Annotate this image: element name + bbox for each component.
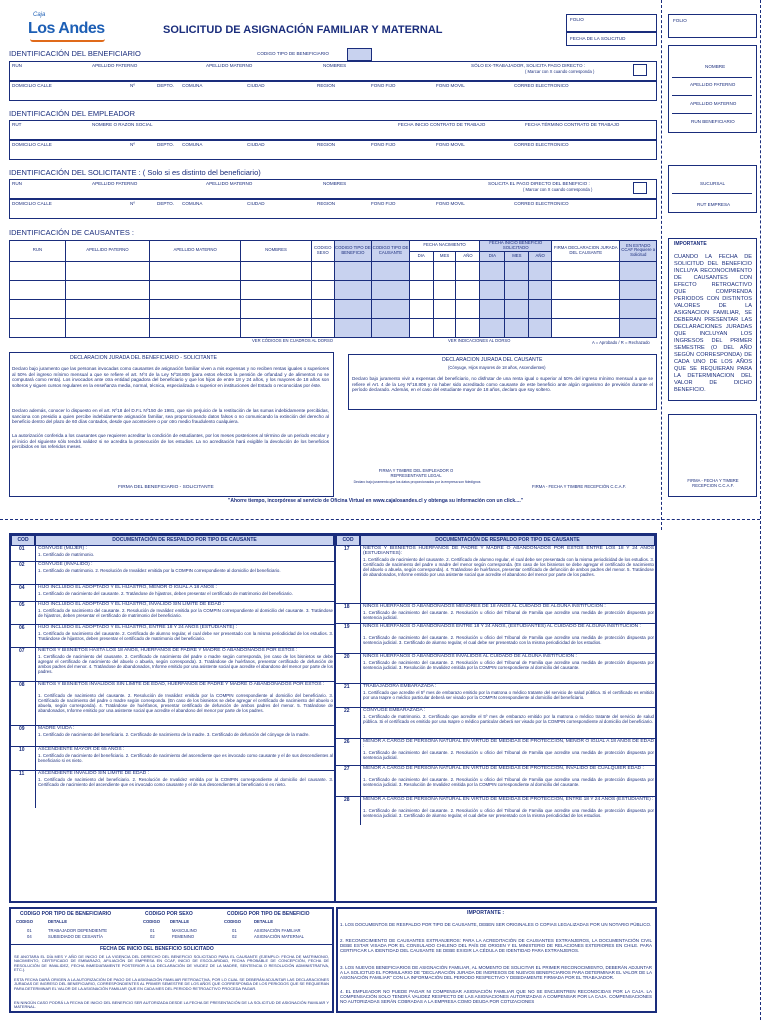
codes-codigo-1: CODIGO — [16, 919, 33, 924]
doc-code: 17 — [344, 546, 350, 552]
cut-line-horizontal — [0, 519, 760, 520]
codigo-tipo-label: CODIGO TIPO DE BENEFICIARIO — [257, 51, 329, 56]
codes-h1: CODIGO POR TIPO DE BENEFICIARIO — [20, 911, 112, 917]
folio-label: FOLIO — [570, 17, 584, 22]
doc-code: 21 — [344, 684, 350, 690]
ben-comuna-label: COMUNA — [182, 83, 203, 88]
stub-importante-text: CUANDO LA FECHA DE SOLICITUD DEL BENEFICIO INCLUYA RECONOCIMIENTO DE CAUSANTES CON EFECTO RETROACTIVO QUE COMPRENDA PERIODOS CON DISTINTOS VALORES DE LA ASIGNACION FAMILIAR, SE DEBERAN PRESENTAR LAS DECLARACIONES JURADAS QUE INCLUYAN LOS INGRESOS DEL PRIMER SEMESTRE (O DEL AÑO SEGÚN CORRESPONDA) DE CADA UNO DE LOS AÑOS QUE SE REQUIERAN PARA LA DETERMINACION DEL VALOR DE DICHO BENEFICIO. — [674, 254, 752, 393]
doc-code: 07 — [19, 648, 25, 654]
stub-line — [672, 113, 752, 114]
col-firma-causante: FIRMA DECLARACION JURADA DEL CAUSANTE — [552, 241, 620, 262]
emp-region-label: REGION — [317, 142, 336, 147]
stub-apellido-paterno-label: APELLIDO PATERNO — [690, 82, 736, 87]
doc-detail: 1. Certificado de nacimiento del causante. 2. Resolución u oficio del Tribunal de Familia que acredite una medida de protección dispuesta por sentencia judicial. 3. Resolución de Invalidez emitida por la COMPIN correspondiente al domicilio del causante. — [363, 659, 654, 670]
doc-code-divider — [360, 707, 361, 738]
doc-code: 26 — [344, 739, 350, 745]
fecha-inicio-p1: SE ANOTARA EL DÍA MES Y AÑO DE INICIO DE LA VIGENCIA DEL DERECHO DEL BENEFICIO SOLICITADO PARA EL CAUSANTE (EJEMPLO: FECHA DE MATRIMONIO, NACIMIENTO, CERTIFICADO DE EMBARAZO, AFILIACIÓN DE EMPRESA EN CCAF, INICIO DE ESCOLARIDAD, FECHA PROBABLE DE CONCEPCIÓN, FECHA DE RESOLUCIÓN DE INVALIDEZ, FECHA INMEDIATAMENTE POSTERIOR A LA DECLARACIÓN DE VIUDEZ DE LA MADRE, SENTENCIA O RESOLUCIÓN ADMINISTRATIVA, ETC.). — [14, 954, 329, 973]
doc-title: NIÑOS HUERFANOS O ABANDONADOS MENORES DE 18 AÑOS AL CUIDADO DE ALGUNA INSTITUCION : — [363, 604, 606, 609]
col-codigo-causante: CODIGO TIPO DE CAUSANTE — [372, 241, 410, 262]
doc-code-divider — [35, 725, 36, 746]
code-value: 01 — [27, 928, 32, 933]
sol-ciudad-label: CIUDAD — [247, 201, 265, 206]
firma-empleador-label: FIRMA Y TIMBRE DEL EMPLEADOR O REPRESENTANTE LEGAL — [378, 468, 454, 478]
doc-title: HIJO INCLUIDO EL ADOPTADO Y EL HIJASTRO, INVALIDO SIN LIMITE DE EDAD : — [38, 602, 224, 607]
stub-folio-field[interactable] — [668, 14, 757, 38]
note-indicaciones: VER INDICACIONES AL DORSO — [448, 338, 511, 343]
importante-title: IMPORTANTE : — [467, 910, 505, 916]
code-detail: FEMENINO — [172, 934, 195, 939]
emp-domicilio-label: DOMICILIO CALLE — [12, 142, 52, 147]
left-cod-header: COD — [11, 535, 35, 546]
doc-code: 09 — [19, 726, 25, 732]
ben-domicilio-label: DOMICILIO CALLE — [12, 83, 52, 88]
fecha-inicio-p3: EN NINGÚN CASO PODRÁ LA FECHA DE INICIO DEL BENEFICIO SER AUTORIZADA DESDE LA FECHA DE PRESENTACIÓN DE LA SOLICITUD DE ASIGNACIÓN FAMILIAR Y MATERNAL. — [14, 1000, 329, 1010]
stub-folio-label: FOLIO — [673, 18, 687, 23]
note-aprobado: A = Aprobado / R = Rechazado — [592, 340, 650, 345]
col-fecha-inicio: FECHA INICIO BENEFICIO SOLICITADO — [480, 241, 552, 252]
ben-ap-paterno-label: APELLIDO PATERNO — [92, 63, 138, 68]
doc-detail: 1. Certificado de nacimiento del causante. 2. Resolución u oficio del Tribunal de Familia que acredite una medida de protección dispuesta por sentencia judicial. 3. Certificado de alumno regular, el cual debe ser presentado con la misma periodicidad de los estudios. — [363, 635, 654, 646]
doc-detail: 1. Certificado de matrimonio. 2. Resolución de Invalidez emitida por la COMPIN correspondiente al domicilio del beneficiario. — [38, 567, 281, 573]
code-detail: ASIGNACIÓN FAMILIAR — [254, 928, 301, 933]
doc-code-divider — [360, 738, 361, 765]
stub-firma-label: FIRMA - FECHA Y TIMBRE RECEPCION C.C.A.F. — [687, 478, 739, 488]
causante-row[interactable] — [10, 318, 657, 337]
causantes-title: IDENTIFICACIÓN DE CAUSANTES : — [9, 228, 135, 237]
col-ap-paterno: APELLIDO PATERNO — [65, 241, 149, 262]
doc-detail: 1. Certificado de nacimiento del causante. 2. Resolución de Invalidez emitida por la COMPIN correspondiente al domicilio del causante. 3. Tratándose de hijastros, deben presentar el certificado de matrimonio del beneficiario. — [38, 607, 333, 618]
code-detail: ASIGNACIÓN MATERNAL — [254, 934, 304, 939]
doc-code: 02 — [19, 562, 25, 568]
doc-title: HIJO INCLUIDO EL ADOPTADO Y EL HIJASTRO, ENTRE 18 Y 24 AÑOS (ESTUDIANTE) : — [38, 625, 237, 630]
doc-title: MADRE VIUDA : — [38, 726, 75, 731]
doc-code-divider — [360, 545, 361, 603]
doc-code: 05 — [19, 602, 25, 608]
doc-code-divider — [35, 746, 36, 770]
note-codigos: VER CÓDIGOS EN CUADROS AL DORSO — [252, 338, 334, 343]
ben-depto-label: DEPTO. — [157, 83, 175, 88]
stub-rut-empresa-label: RUT EMPRESA — [697, 202, 731, 207]
doc-title: NIÑOS HUERFANOS O ABANDONADOS INVALIDOS AL CUIDADO DE ALGUNA INSTITUCION : — [363, 654, 577, 659]
ben-correo-label: CORREO ELECTRONICO — [514, 83, 569, 88]
code-value: 04 — [27, 934, 32, 939]
doc-title: NIÑOS HUERFANOS O ABANDONADOS ENTRE 18 Y 24 AÑOS, (ESTUDIANTES) AL CUIDADO DE ALGUNA INSTITUCION : — [363, 624, 641, 629]
doc-title: NIETOS Y BISNIETOS HASTA LOS 18 AÑOS, HUERFANOS DE PADRE Y MADRE O ABANDONADOS POR ESTOS : — [38, 648, 298, 653]
code-detail: TRABAJADOR DEPENDIENTE — [48, 928, 108, 933]
emp-comuna-label: COMUNA — [182, 142, 203, 147]
ben-fono-movil-label: FONO MOVIL — [436, 83, 465, 88]
col-fecha-nacimiento: FECHA NACIMIENTO — [409, 241, 480, 252]
sol-comuna-label: COMUNA — [182, 201, 203, 206]
doc-detail: 1. Certificado de nacimiento del beneficiario. 2. Certificado de nacimiento del ascendiente que es invocado como causante y el de sus descendientes al beneficiario si es nieto. — [38, 752, 333, 763]
codes-detalle-2: DETALLE — [170, 919, 189, 924]
codes-codigo-3: CODIGO — [224, 919, 241, 924]
doc-code-divider — [360, 765, 361, 796]
sol-pago-checkbox[interactable] — [633, 182, 647, 194]
doc-code-divider — [35, 681, 36, 725]
doc-detail: 1. Certificado de matrimonio. 2. Certificado que acredite el 5º mes de embarazo emitido por la matrona o médico tratante del servicio de salud pública. Si el certificado es emitido por una Isapre o médico particular deberá ser visado por la COMPIN correspondiente al domicilio del beneficiario. — [363, 713, 654, 724]
sub-ano: AÑO — [456, 251, 480, 261]
doc-title: NIETOS Y BISNIETOS INVALIDOS SIN LIMITE DE EDAD, HUERFANOS DE PADRE Y MADRE O ABANDONADOS POR ESTOS : — [38, 682, 325, 687]
doc-code: 01 — [19, 546, 25, 552]
emp-razon-label: NOMBRE O RAZON SOCIAL — [92, 122, 153, 127]
doc-code-divider — [35, 561, 36, 584]
emp-ciudad-label: CIUDAD — [247, 142, 265, 147]
doc-code: 20 — [344, 654, 350, 660]
stub-line — [672, 193, 752, 194]
sol-domicilio-label: DOMICILIO CALLE — [12, 201, 52, 206]
emp-inicio-label: FECHA INICIO CONTRATO DE TRABAJO — [398, 122, 486, 127]
causante-row[interactable] — [10, 280, 657, 299]
emp-fono-movil-label: FONO MOVIL — [436, 142, 465, 147]
doc-title: MENOR A CARGO DE PERSONA NATURAL EN VIRTUD DE MEDIDAS DE PROTECCION, ENTRE 18 Y 24 AÑOS (ESTUDIANTE) : — [363, 797, 654, 802]
doc-title: MENOR A CARGO DE PERSONA NATURAL EN VIRTUD DE MEDIDAS DE PROTECCION, MENOR O IGUAL A 18 AÑOS DE EDAD : — [363, 739, 654, 750]
doc-code-divider — [360, 683, 361, 707]
doc-code: 10 — [19, 747, 25, 753]
doc-code-divider — [35, 770, 36, 808]
codes-detalle-1: DETALLE — [48, 919, 67, 924]
logo-caja-text: Caja — [33, 12, 46, 18]
logo-swoosh-icon — [30, 39, 105, 42]
sol-ap-paterno-label: APELLIDO PATERNO — [92, 181, 138, 186]
decl-causante-title: DECLARACION JURADA DEL CAUSANTE — [442, 357, 543, 363]
sub-mes: MES — [505, 251, 529, 261]
importante-item-2: 2. RECONOCIMIENTO DE CAUSANTES EXTRANJEROS: PARA LA ACREDITACIÓN DE CAUSANTES EXTRANJEROS, LA DOCUMENTACIÓN CIVIL DEBE ESTAR VISADA POR EL CONSULADO CHILENO DEL PAÍS DE ORIGEN Y EL MINISTERIO DE RELACIONES EXTERIORES EN CHILE. PARA CERTIFICAR LA IDENTIDAD DEL CAUSANTE SE DEBE EXIGIR LA CÉDULA DE IDENTIDAD PARA EXTRANJEROS. — [340, 938, 652, 954]
codes-codigo-2: CODIGO — [143, 919, 160, 924]
col-nombres: NOMBRES — [241, 241, 312, 262]
decl-beneficiario-title: DECLARACION JURADA DEL BENEFICIARIO - SOLICITANTE — [70, 355, 218, 361]
codes-divider — [9, 944, 334, 945]
doc-code-divider — [360, 623, 361, 653]
firma-caja-label: FIRMA - FECHA Y TIMBRE RECEPCIÓN C.C.A.F. — [532, 484, 627, 489]
stub-line — [672, 77, 752, 78]
sol-region-label: REGION — [317, 201, 336, 206]
decl-causante-sub: (Cónyuge, Hijos mayores de 18 años, Ascendientes) — [448, 365, 546, 370]
footer-promo: "Ahorre tiempo, incorpórese al servicio de Oficina Virtual en www.cajalosandes.cl y obtenga su información con un click...." — [228, 498, 524, 504]
doc-code: 27 — [344, 766, 350, 772]
sol-ap-materno-label: APELLIDO MATERNO — [206, 181, 253, 186]
sol-depto-label: DEPTO. — [157, 201, 175, 206]
doc-code-divider — [35, 624, 36, 647]
fecha-solicitud-label: FECHA DE LA SOLICITUD — [570, 36, 626, 41]
sub-mes: MES — [433, 251, 456, 261]
doc-code: 19 — [344, 624, 350, 630]
stub-apellido-materno-label: APELLIDO MATERNO — [690, 101, 737, 106]
emp-no-label: Nº — [130, 142, 135, 147]
doc-code: 11 — [19, 771, 25, 777]
codes-h2: CODIGO POR SEXO — [145, 911, 193, 917]
doc-detail: 1. Certificado de nacimiento del causante. 2. Certificado de alumno regular, el cual debe ser presentado con la misma periodicidad de los estudios. 3. Certificado de nacimiento del padre o madre del menor según corresponda. (En caso de los bisnietos se debe agregar el certificado de nacimiento del abuelo o abuela, según corresponda). 4. Tratándose de huérfanos, presentar certificado de defunción de ambos padres del menor. 5. Tratándose de abandonados, Informe emitido por una asistente social que acredite el abandono del menor por parte de los padres. — [363, 557, 654, 578]
stub-sucursal-label: SUCURSAL — [700, 181, 726, 186]
emp-rut-label: RUT — [12, 122, 22, 127]
logo-brand-text: Los Andes — [28, 20, 105, 37]
solicitante-title: IDENTIFICACIÓN DEL SOLICITANTE : ( Solo si es distinto del beneficiario) — [9, 168, 261, 177]
causante-row[interactable] — [10, 261, 657, 280]
ben-ap-materno-label: APELLIDO MATERNO — [206, 63, 253, 68]
decl-beneficiario-p2: Declaro además, conocer lo dispuesto en el art. Nº18 del D.F.L Nº150 de 1981, que sin perjuicio de la restitución de las sumas indebidamente percibidas, sanciona con presidio a quien percibe indebidamente asignación familiar, sea proporcionando datos falsos o no comunicando la extinción del derecho al beneficio dentro del plazo de 60 días contados, desde que aconteciere o por otro medio fraudulento cualquiera. — [12, 408, 329, 424]
emp-correo-label: CORREO ELECTRONICO — [514, 142, 569, 147]
doc-code: 08 — [19, 682, 25, 688]
sub-dia: DIA — [480, 251, 505, 261]
code-value: 02 — [232, 934, 237, 939]
ben-ciudad-label: CIUDAD — [247, 83, 265, 88]
doc-code: 06 — [19, 625, 25, 631]
ben-marcar-label: ( Marcar con X cuando corresponda ) — [525, 69, 595, 74]
doc-code-divider — [35, 545, 36, 561]
cut-line-vertical — [661, 0, 662, 530]
doc-detail: 1. Certificado de nacimiento del causante. 2. Resolución u oficio del Tribunal de Familia que acredite una medida de protección dispuesta por sentencia judicial. 3. Certificado de alumno regular, el cual debe ser presentado con la misma periodicidad de los estudios. — [363, 808, 654, 819]
doc-code: 18 — [344, 604, 350, 610]
importante-item-3: 3. LOS NUEVOS BENEFICIARIOS DE ASIGNACIÓN FAMILIAR, AL MOMENTO DE SOLICITAR EL PRIMER RECONOCIMIENTO, DEBERÁN ADJUNTAR A LA SOLICITUD EL FORMULARIO DE "DECLARACIÓN JURADA DE INGRESOS DE NUEVOS BENEFICIARIOS PARA DETERMINAR EL VALOR DE LA ASIGNACIÓN FAMILIAR" CON LA INFORMACIÓN DEL PERIODO RESPECTIVO Y DEBIDAMENTE FIRMADA POR EL TRABAJADOR. — [340, 965, 652, 981]
doc-code-divider — [360, 653, 361, 683]
ben-fono-fijo-label: FONO FIJO — [371, 83, 396, 88]
code-detail: SUBSIDIADO DE CESANTÍA — [48, 934, 103, 939]
codes-detalle-3: DETALLE — [254, 919, 273, 924]
ben-pago-checkbox[interactable] — [633, 64, 647, 76]
emp-fono-fijo-label: FONO FIJO — [371, 142, 396, 147]
sol-nombres-label: NOMBRES — [323, 181, 347, 186]
fecha-solicitud-field[interactable] — [566, 32, 657, 46]
doc-title: CONYUGE (INVALIDO) : — [38, 562, 93, 567]
importante-item-4: 4. EL EMPLEADOR NO PUEDE PAGAR NI COMPENSAR ASIGNACIÓN FAMILIAR QUE NO SE ENCUENTREN RECONOCIDAS POR LA CAJA. LA COMPENSACIÓN SOLO TENDRÁ VALIDEZ RESPECTO DE LAS ASIGNACIONES AUTORIZADAS A COMPENSAR POR LA CAJA. COMPENSACIONES NO AUTORIZADAS SERÁN COBRADAS A LA EMPRESA COMO DEUDA POR COTIZACIONES — [340, 989, 652, 1005]
doc-detail: 1. Certificado de nacimiento del causante. 2. Resolución u oficio del Tribunal de Familia que acredite una medida de protección dispuesta por sentencia judicial. — [363, 750, 654, 761]
doc-title: CONYUGE (MUJER) : — [38, 546, 87, 551]
ben-no-label: Nº — [130, 83, 135, 88]
right-cod-header: COD — [336, 535, 360, 546]
doc-title: ASCENDIENTE INVALIDO SIN LIMITE DE EDAD : — [38, 771, 150, 776]
doc-detail: 1. Certificado de nacimiento del causante. 2. Resolución de Invalidez emitida por la COMPIN correspondiente al domicilio del beneficiario. 3. Certificado de nacimiento del padre o madre según corresponda. (En caso de los bisnietos se debe agregar el certificado de nacimiento del abuelo o abuela, según corresponda). 4. Tratándose de huérfanos, presentar certificado de defunción de ambos padres del menor. 5. Tratándose de abandonados, Informe emitido por una asistente social que acredite el abandono del menor por parte de los padres. — [38, 693, 333, 714]
sub-dia: DIA — [409, 251, 433, 261]
stub-rut-label: RUN BENEFICIARIO — [691, 119, 735, 124]
ben-nombres-label: NOMBRES — [323, 63, 347, 68]
sol-marcar-label: ( Marcar con X cuando corresponda ) — [523, 187, 593, 192]
doc-detail: 1. Certificado que acredite el 5º mes de embarazo emitido por la matrona o médico tratante del servicio de salud pública. Si el certificado es emitido por una Isapre o médico particular deberá ser visado por la COMPIN correspondiente al domicilio del beneficiario. — [363, 689, 654, 700]
code-value: 02 — [150, 934, 155, 939]
back-table-divider — [334, 533, 336, 903]
doc-detail: 1. Certificado de nacimiento del causante. 2. Tratándose de hijastros, deben presentar el certificado de matrimonio del beneficiario. — [38, 590, 293, 596]
codigo-tipo-field[interactable] — [347, 48, 372, 61]
fecha-inicio-title: FECHA DE INICIO DEL BENEFICIO SOLICITADO — [100, 946, 214, 952]
doc-code-divider — [35, 647, 36, 681]
doc-code-divider — [360, 603, 361, 623]
importante-item-1: 1. LOS DOCUMENTOS DE RESPALDO POR TIPO DE CAUSANTE, DEBEN SER ORIGINALES O COPIAS LEGALIZADAS POR UN NOTARIO PÚBLICO. — [340, 922, 652, 927]
sol-fono-movil-label: FONO MOVIL — [436, 201, 465, 206]
form-title: SOLICITUD DE ASIGNACIÓN FAMILIAR Y MATERNAL — [163, 24, 443, 36]
beneficiario-title: IDENTIFICACIÓN DEL BENEFICIARIO — [9, 49, 141, 58]
decl-beneficiario-firma: FIRMA DEL BENEFICIARIO - SOLICITANTE — [118, 485, 214, 490]
code-value: 01 — [232, 928, 237, 933]
folio-field[interactable] — [566, 14, 657, 32]
doc-code: 28 — [344, 797, 350, 803]
doc-detail: 1. Certificado de nacimiento del causante. 2. Certificado de nacimiento del padre o madre según corresponda, (en caso de los bisnietos se debe agregar el certificado de nacimiento del abuelo o abuela, según corresponda). 3. Tratándose de huérfanos, presentar certificado de defunción de ambos padres del menor. 4. Tratándose de abandonados, Informe emitido por una asistente social que acredite el abandono del menor por parte de los padres. — [38, 653, 333, 674]
code-value: 01 — [150, 928, 155, 933]
doc-title: TRABAJADORA EMBARAZADA : — [363, 684, 437, 689]
decl-causante-p1: Declaro bajo juramento vivir a expensas del beneficiario, no disfrutar de una renta igual o superior al 50% del ingreso mínimo mensual a que se refiere el Art. 4 de la Ley Nº18.806 y no haber sido acreditado como causante de este beneficio ante algún organismo de previsión durante el período declarado. Además, en el caso del estudiante mayor de 18 años, declaro que soy soltero. — [352, 376, 653, 392]
doc-title: MENOR A CARGO DE PERSONA NATURAL EN VIRTUD DE MEDIDAS DE PROTECCION, INVALIDO DE CUALQUIER EDAD : — [363, 766, 644, 771]
decl-beneficiario-p3: La autorización conferida a los causantes que requieren acreditar la condición de estudiantes, por los meses posteriores al término de un periodo escolar y el inicio del siguiente sólo tendrá validez si se acredita la prosecución de los estudios. La no acreditación hará exigible la devolución de los beneficios percibidos en los referidos meses. — [12, 433, 329, 449]
doc-code-divider — [35, 601, 36, 624]
causante-row[interactable] — [10, 299, 657, 318]
cut-line-right — [760, 0, 761, 1020]
doc-title: NIETOS Y BISNIETOS HUERFANOS DE PADRE Y MADRE O ABANDONADOS POR ESTOS ENTRE LOS 18 Y 24 AÑOS (ESTUDIANTES): — [363, 546, 654, 557]
col-codigo-beneficio: CODIGO TIPO DE BENEFICIO — [334, 241, 372, 262]
doc-code: 04 — [19, 585, 25, 591]
doc-title: ASCENDIENTE MAYOR DE 65 AÑOS : — [38, 747, 125, 752]
stub-line — [672, 95, 752, 96]
sol-correo-label: CORREO ELECTRONICO — [514, 201, 569, 206]
doc-detail: 1. Certificado de nacimiento del beneficiario. 2. Certificado de nacimiento de la madre. 3. Certificado de defunción del cónyuge de la madre. — [38, 731, 310, 737]
doc-detail: 1. Certificado de nacimiento del causante. 2. Resolución u oficio del Tribunal de Familia que acredite una medida de protección dispuesta por sentencia judicial. — [363, 609, 654, 620]
emp-depto-label: DEPTO. — [157, 142, 175, 147]
sub-ano: AÑO — [529, 251, 552, 261]
doc-detail: 1. Certificado de nacimiento del causante. 2. Certificado de alumno regular, el cual debe ser presentado con la misma periodicidad de los estudios. 3. Tratándose de hijastros, deben presentar el certificado de matrimonio del beneficiario. — [38, 630, 333, 641]
sol-pago-label: SOLICITA EL PAGO DIRECTO DEL BENEFICIO : — [488, 181, 590, 186]
doc-detail: 1. Certificado de nacimiento del causante. 2. Resolución u oficio del Tribunal de Familia que acredite una medida de protección dispuesta por sentencia judicial. 3. Resolución de Invalidez emitida por la COMPIN correspondiente al domicilio del causante. — [363, 777, 654, 788]
doc-code: 22 — [344, 708, 350, 714]
firma-empleador-sub: Declaro bajo juramento que los datos proporcionados por la empresa son fidedignos — [353, 480, 481, 484]
ben-region-label: REGION — [317, 83, 336, 88]
doc-detail: 1. Certificado de nacimiento del beneficiario. 2. Resolución de Invalidez emitida por la COMPIN correspondiente al domicilio del causante. 3. Certificado de nacimiento del ascendiente que es invocado como causante y el de sus descendientes al beneficiario si es nieto. — [38, 776, 333, 787]
sol-no-label: Nº — [130, 201, 135, 206]
doc-title: HIJO INCLUIDO EL ADOPTADO Y EL HIJASTRO, MENOR O IGUAL A 18 AÑOS : — [38, 585, 217, 590]
ben-run-label: RUN — [12, 63, 22, 68]
doc-code-divider — [360, 796, 361, 825]
emp-termino-label: FECHA TÉRMINO CONTRATO DE TRABAJO — [525, 122, 620, 127]
sol-run-label: RUN — [12, 181, 22, 186]
col-estado: EN ESTADO CCAF Requiere a Solicitud — [620, 241, 657, 262]
stub-nombre-label: NOMBRE — [705, 64, 726, 69]
fecha-inicio-p2: ESTA FECHA DARÁ ORIGEN A LA AUTORIZACIÓN DE PAGO DE LA ASIGNACIÓN FAMILIAR RETROACTIVA, POR LO CUAL SE DEBERÁN ADJUNTAR LAS DECLARACIONES JURADAS DE INGRESO DEL BENEFICIARIO, CORRESPONDIENTES AL PRIMER SEMESTRE DE LOS AÑOS QUE CORRESPONDA DE LOS PERIODOS QUE SE REQUIERAN PARA DETERMINAR EL VALOR DE LA ASIGNACIÓN FAMILIAR QUE EN CADA MES DEL PERIODO RETROACTIVO PROCEDA PAGAR. — [14, 977, 329, 991]
doc-detail: 1. Certificado de matrimonio. — [38, 551, 95, 557]
col-codigo-sexo: CODIGO SEXO — [311, 241, 334, 262]
sol-fono-fijo-label: FONO FIJO — [371, 201, 396, 206]
empleador-title: IDENTIFICACIÓN DEL EMPLEADOR — [9, 109, 135, 118]
stub-importante-title: IMPORTANTE — [674, 241, 707, 247]
codes-h3: CODIGO POR TIPO DE BENEFICIO — [227, 911, 310, 917]
ben-pago-label: SÓLO EX-TRABAJADOR, SOLICITA PAGO DIRECTO : — [471, 63, 586, 68]
decl-beneficiario-p1: Declaro bajo juramento que las personas invocadas como causantes de asignación familiar viven a mis expensas y no reciben rentas iguales o superiores al 50% del ingreso mínimo mensual a que se refiere el art. Nº4 de la Ley Nº18.806 (para estos efectos la pensión de orfandad y de alimentos no se computará como renta). Los invocados ante otra entidad pagadora del beneficiario y que los hijos de entre 18 y 24 años, y los mayores de 18 años son solteros y siguen cursos regulares en la enseñanza media, normal, técnica, especializada o superior en instituciones del Estado o reconocidas por éste. — [12, 366, 329, 388]
causantes-table — [9, 240, 657, 338]
doc-code-divider — [35, 584, 36, 601]
code-detail: MASCULINO — [172, 928, 197, 933]
col-ap-materno: APELLIDO MATERNO — [150, 241, 241, 262]
col-run: RUN — [10, 241, 66, 262]
right-doc-header: DOCUMENTACIÓN DE RESPALDO POR TIPO DE CAUSANTE — [360, 535, 655, 546]
doc-title: CONYUGE EMBARAZADA : — [363, 708, 426, 713]
logo — [28, 12, 108, 42]
left-doc-header: DOCUMENTACIÓN DE RESPALDO POR TIPO DE CAUSANTE — [35, 535, 334, 546]
